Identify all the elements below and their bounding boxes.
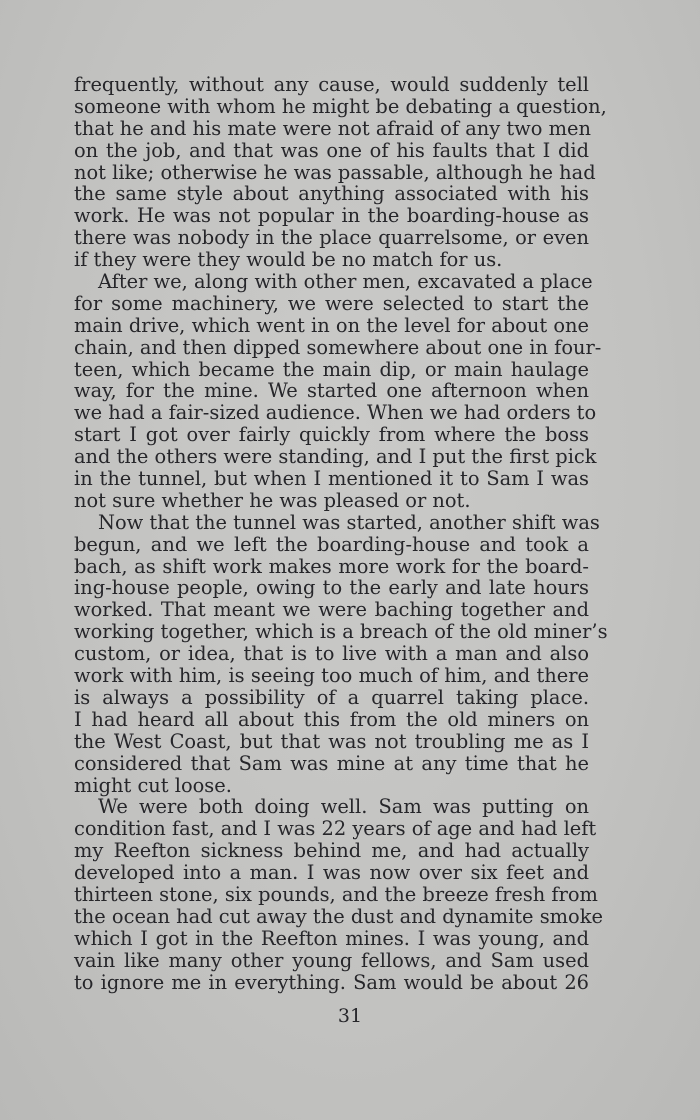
- text-line: condition fast, and I was 22 years of age and had left: [74, 817, 597, 841]
- text-line: working together, which is a breach of the old miner’s: [74, 620, 608, 644]
- text-line: work with him, is seeing too much of him, and there: [74, 664, 589, 688]
- text-line: on the job, and that was one of his faults that I did: [74, 138, 589, 162]
- text-line: developed into a man. I was now over six feet and: [74, 861, 589, 885]
- text-line: the same style about anything associated with his: [74, 182, 589, 206]
- text-line: begun, and we left the boarding-house and took a: [74, 532, 589, 556]
- text-line: not sure whether he was pleased or not.: [74, 488, 471, 512]
- text-line: custom, or idea, that is to live with a man and also: [74, 642, 589, 666]
- text-line: to ignore me in everything. Sam would be about 26: [74, 970, 589, 994]
- text-line: considered that Sam was mine at any time that he: [74, 751, 589, 775]
- text-line: way, for the mine. We started one afternoon when: [74, 379, 589, 403]
- text-line: work. He was not popular in the boarding-house as: [74, 204, 589, 228]
- text-line: worked. That meant we were baching together and: [74, 598, 589, 622]
- text-line: teen, which became the main dip, or main haulage: [74, 357, 589, 381]
- text-line: start I got over fairly quickly from where the boss: [74, 423, 589, 447]
- text-line: in the tunnel, but when I mentioned it to Sam I was: [74, 467, 589, 491]
- text-line: vain like many other young fellows, and Sam used: [74, 948, 589, 972]
- text-line: After we, along with other men, excavated a place: [98, 270, 593, 294]
- text-line: Now that the tunnel was started, another shift was: [98, 510, 600, 534]
- text-line: we had a fair-sized audience. When we had orders to: [74, 401, 597, 425]
- text-line: that he and his mate were not afraid of any two men: [74, 116, 591, 140]
- text-line: chain, and then dipped somewhere about one in four-: [74, 335, 602, 359]
- text-line: my Reefton sickness behind me, and had actually: [74, 839, 589, 863]
- text-line: not like; otherwise he was passable, although he had: [74, 160, 596, 184]
- text-line: I had heard all about this from the old miners on: [74, 707, 589, 731]
- page-number: 31: [337, 1005, 363, 1027]
- text-line: main drive, which went in on the level for about one: [74, 313, 589, 337]
- text-line: the West Coast, but that was not troubling me as I: [74, 729, 589, 753]
- text-line: if they were they would be no match for us.: [74, 248, 503, 272]
- text-line: might cut loose.: [74, 773, 232, 797]
- text-line: and the others were standing, and I put the first pick: [74, 445, 597, 469]
- text-line: is always a possibility of a quarrel taking place.: [74, 685, 589, 709]
- body-text: [74, 73, 608, 994]
- text-line: there was nobody in the place quarrelsome, or even: [74, 226, 589, 250]
- text-line: frequently, without any cause, would suddenly tell: [74, 73, 589, 96]
- text-line: the ocean had cut away the dust and dynamite smoke: [74, 904, 603, 928]
- text-line: We were both doing well. Sam was putting on: [98, 795, 589, 819]
- text-line: for some machinery, we were selected to start the: [74, 291, 589, 315]
- text-line: someone with whom he might be debating a question,: [74, 94, 607, 118]
- text-line: bach, as shift work makes more work for the board-: [74, 554, 589, 578]
- text-line: which I got in the Reefton mines. I was young, and: [74, 926, 589, 950]
- text-line: thirteen stone, six pounds, and the breeze fresh from: [74, 882, 598, 906]
- text-line: ing-house people, owing to the early and late hours: [74, 576, 589, 600]
